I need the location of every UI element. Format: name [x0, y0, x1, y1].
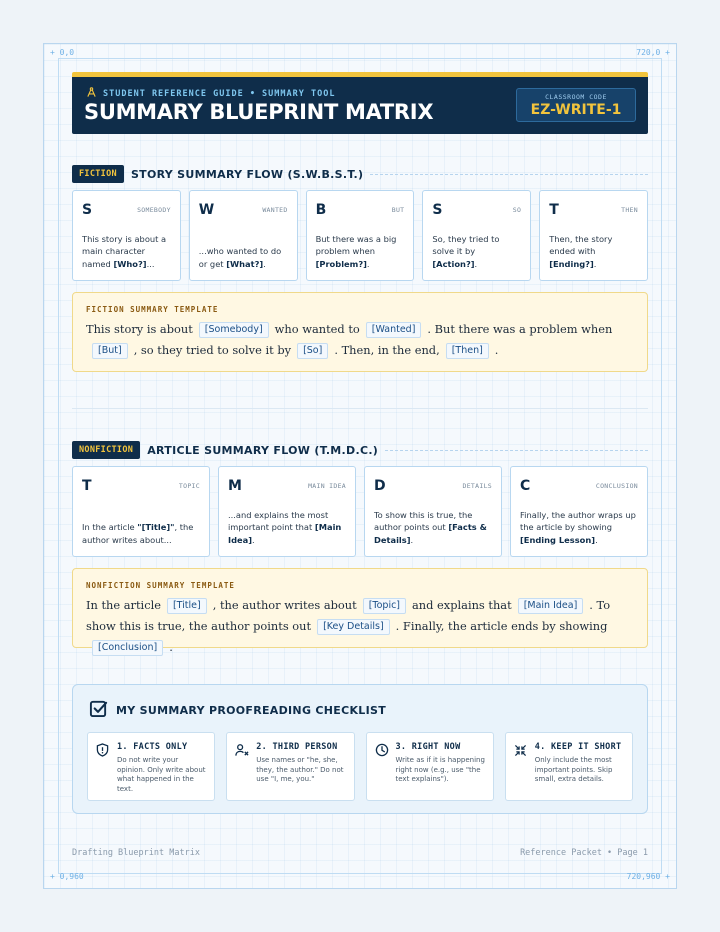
card-letter: T: [82, 478, 92, 494]
shrink-icon: [514, 742, 527, 761]
fiction-tag: FICTION: [72, 165, 124, 183]
template-slot[interactable]: [Somebody]: [199, 322, 269, 338]
template-slot[interactable]: [Conclusion]: [92, 640, 163, 656]
card-somebody: [72, 190, 181, 281]
checklist-item-description: Write as if it is happening right now (e.g., use "the text explains").: [395, 756, 485, 784]
checklist-item-title: 1. FACTS ONLY: [117, 742, 188, 752]
header-kicker-text: STUDENT REFERENCE GUIDE • SUMMARY TOOL: [103, 89, 336, 99]
classroom-code-label: CLASSROOM CODE: [545, 93, 607, 101]
section-divider-line: [385, 450, 648, 451]
card-description: Then, the story ended with [Ending?].: [549, 233, 613, 269]
corner-marker-bottom-left: + 0,960: [50, 872, 84, 881]
card-description: ...and explains the most important point that [Main Idea].: [228, 509, 342, 545]
corner-marker-top-right: 720,0 +: [636, 48, 670, 57]
fiction-template-text: This story is about [Somebody] who wanted to [Wanted] . But there was a problem when[But] , so they tried to solve it by [So] . Then, in the end, [Then] .: [86, 322, 613, 357]
corner-marker-bottom-right: 720,960 +: [626, 872, 670, 881]
corner-marker-top-left: + 0,0: [50, 48, 75, 57]
card-letter: C: [520, 478, 531, 494]
card-keyword: WANTED: [262, 206, 288, 214]
section-divider: [72, 408, 648, 409]
template-slot[interactable]: [Then]: [446, 343, 489, 359]
fiction-section-title: STORY SUMMARY FLOW (S.W.B.S.T.): [130, 167, 364, 181]
checklist-heading: [89, 699, 386, 722]
proofreading-checklist: [72, 684, 648, 814]
card-letter: B: [315, 202, 327, 218]
card-description: So, they tried to solve it by [Action?].: [432, 233, 500, 269]
checklist-item-facts-only: [87, 732, 215, 801]
header-banner: [72, 72, 648, 134]
card-keyword: BUT: [391, 206, 405, 214]
template-slot[interactable]: [Title]: [167, 598, 207, 614]
card-conclusion: [510, 466, 648, 557]
page-title: SUMMARY BLUEPRINT MATRIX: [84, 100, 434, 124]
card-description: Finally, the author wraps up the article by showing [Ending Lesson].: [520, 509, 636, 545]
card-letter: T: [549, 202, 559, 218]
nonfiction-section-heading: [72, 441, 648, 459]
card-topic: [72, 466, 210, 557]
checklist-item-title: 4. KEEP IT SHORT: [534, 742, 622, 752]
card-letter: S: [82, 202, 93, 218]
checklist-item-title: 2. THIRD PERSON: [256, 742, 338, 752]
footer-left-text: Drafting Blueprint Matrix: [72, 848, 200, 858]
template-slot[interactable]: [Main Idea]: [518, 598, 584, 614]
template-slot[interactable]: [Wanted]: [366, 322, 422, 338]
template-slot[interactable]: [But]: [92, 343, 128, 359]
card-details: [364, 466, 502, 557]
card-letter: W: [198, 202, 215, 218]
card-keyword: TOPIC: [178, 482, 200, 490]
card-keyword: SOMEBODY: [137, 206, 171, 214]
shield-icon: [96, 742, 109, 761]
card-keyword: THEN: [621, 206, 638, 214]
nonfiction-tag: NONFICTION: [72, 441, 140, 459]
card-description: This story is about a main character named [Who?]...: [82, 233, 167, 269]
card-letter: M: [228, 478, 242, 494]
card-description: In the article "[Title]", the author writes about...: [82, 522, 194, 545]
nonfiction-template-text: In the article [Title] , the author writes about [Topic] and explains that [Main Idea] . To show this is true, the author points out [Key Details] . Finally, the article ends by showing[Conclusion] .: [86, 598, 611, 654]
checklist-item-title: 3. RIGHT NOW: [395, 742, 461, 752]
card-description: ...who wanted to do or get [What?].: [198, 246, 282, 269]
checklist-item-third-person: [226, 732, 354, 801]
card-but: [306, 190, 415, 281]
card-main-idea: [218, 466, 356, 557]
checklist-item-right-now: [366, 732, 494, 801]
section-divider-line: [370, 174, 648, 175]
user-x-icon: [235, 742, 249, 761]
card-description: But there was a big problem when [Problem?].: [315, 233, 397, 269]
card-keyword: CONCLUSION: [595, 482, 638, 490]
checklist-item-description: Only include the most important points. Skip small, extra details.: [534, 756, 613, 784]
checklist-item-description: Use names or "he, she, they, the author." Do not use "I, me, you.": [256, 756, 344, 784]
checklist-items: [87, 732, 633, 801]
card-keyword: DETAILS: [462, 482, 492, 490]
fiction-card-row: [72, 190, 648, 281]
fiction-section-heading: [72, 165, 648, 183]
card-keyword: MAIN IDEA: [308, 482, 346, 490]
clock-icon: [375, 742, 389, 761]
footer-page-info: Reference Packet • Page 1: [520, 848, 648, 858]
nonfiction-template-box: [72, 568, 648, 654]
checklist-item-keep-it-short: [505, 732, 633, 801]
classroom-code-box: [516, 88, 636, 122]
template-slot[interactable]: [Topic]: [363, 598, 406, 614]
fiction-template-box: [72, 292, 648, 372]
compass-icon: [86, 87, 97, 101]
card-letter: D: [374, 478, 386, 494]
nonfiction-template-label: NONFICTION SUMMARY TEMPLATE: [86, 581, 235, 590]
card-then: [539, 190, 648, 281]
checklist-title: MY SUMMARY PROOFREADING CHECKLIST: [116, 704, 387, 717]
header-kicker: [86, 87, 335, 101]
template-slot[interactable]: [Key Details]: [317, 619, 390, 635]
classroom-code-value: EZ-WRITE-1: [530, 102, 622, 118]
nonfiction-card-row: [72, 466, 648, 557]
card-keyword: SO: [512, 206, 522, 214]
card-description: To show this is true, the author points out [Facts & Details].: [374, 509, 487, 545]
checklist-item-description: Do not write your opinion. Only write about what happened in the text.: [117, 756, 206, 793]
fiction-template-label: FICTION SUMMARY TEMPLATE: [86, 305, 219, 314]
nonfiction-section-title: ARTICLE SUMMARY FLOW (T.M.D.C.): [147, 443, 379, 457]
card-so: [422, 190, 531, 281]
checkbox-check-icon: [89, 699, 108, 722]
card-letter: S: [432, 202, 443, 218]
card-wanted: [189, 190, 298, 281]
template-slot[interactable]: [So]: [297, 343, 328, 359]
